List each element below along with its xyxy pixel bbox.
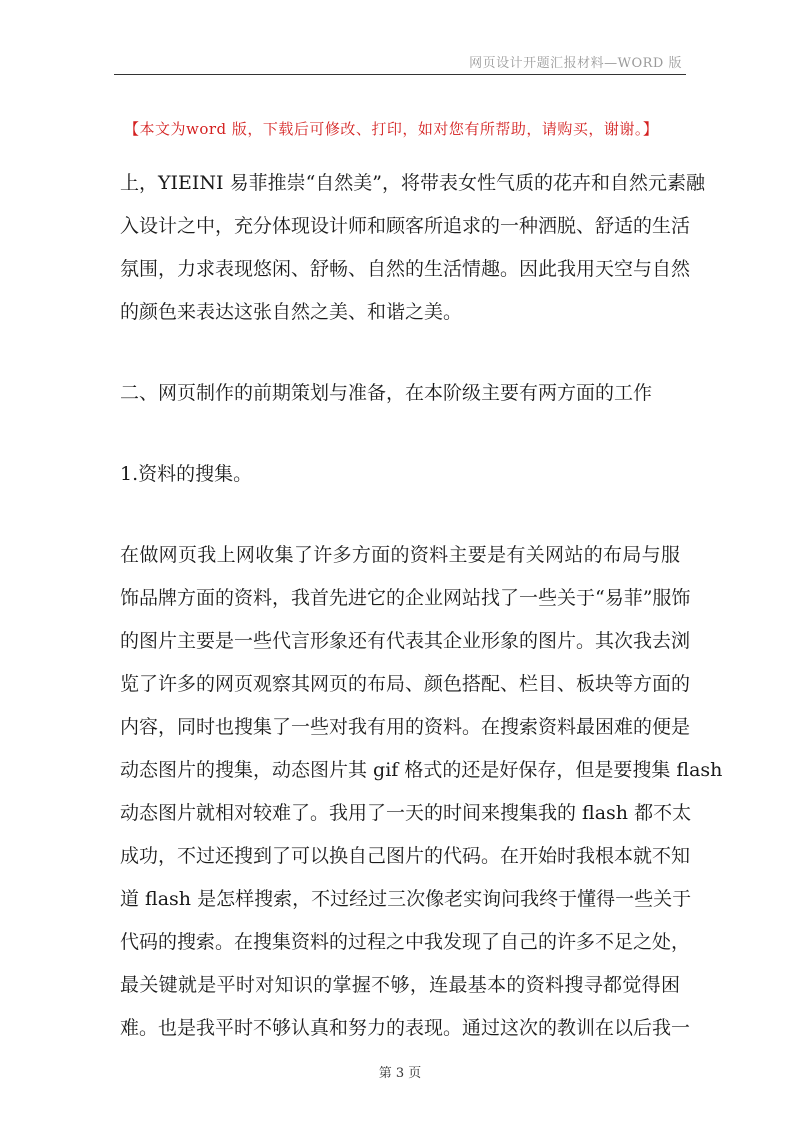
text-line: 代码的搜索。在搜集资料的过程之中我发现了自己的许多不足之处，	[120, 931, 691, 953]
text-line: 饰品牌方面的资料，我首先进它的企业网站找了一些关于“易菲”服饰	[120, 587, 691, 609]
text-line: 的图片主要是一些代言形象还有代表其企业形象的图片。其次我去浏	[120, 630, 691, 652]
text-line: 上，YIEINI 易菲推崇“自然美”，将带表女性气质的花卉和自然元素融	[120, 172, 706, 194]
text-line: 难。也是我平时不够认真和努力的表现。通过这次的教训在以后我一	[120, 1017, 691, 1039]
section-heading: 二、网页制作的前期策划与准备，在本阶级主要有两方面的工作	[120, 382, 653, 404]
text-line: 氛围，力求表现悠闲、舒畅、自然的生活情趣。因此我用天空与自然	[120, 258, 691, 280]
text-line: 览了许多的网页观察其网页的布局、颜色搭配、栏目、板块等方面的	[120, 673, 691, 695]
text-line: 入设计之中，充分体现设计师和顾客所追求的一种洒脱、舒适的生活	[120, 215, 691, 237]
text-line: 的颜色来表达这张自然之美、和谐之美。	[120, 301, 463, 323]
header-divider	[114, 74, 686, 75]
text-line: 最关键就是平时对知识的掌握不够，连最基本的资料搜寻都觉得困	[120, 974, 680, 996]
text-line: 成功，不过还搜到了可以换自己图片的代码。在开始时我根本就不知	[120, 845, 691, 867]
text-line: 内容，同时也搜集了一些对我有用的资料。在搜索资料最困难的便是	[120, 716, 691, 738]
subheading: 1.资料的搜集。	[120, 463, 253, 485]
text-line: 动态图片就相对较难了。我用了一天的时间来搜集我的 flash 都不太	[120, 802, 692, 824]
download-notice: 【本文为word 版，下载后可修改、打印，如对您有所帮助，请购买，谢谢。】	[124, 120, 659, 138]
text-line: 在做网页我上网收集了许多方面的资料主要是有关网站的布局与服	[120, 544, 680, 566]
text-line: 道 flash 是怎样搜索，不过经过三次像老实询问我终于懂得一些关于	[120, 888, 692, 910]
header-title: 网页设计开题汇报材料—WORD 版	[469, 56, 682, 71]
text-line: 动态图片的搜集，动态图片其 gif 格式的还是好保存，但是要搜集 flash	[120, 759, 723, 781]
page-number: 第 3 页	[378, 1066, 422, 1081]
